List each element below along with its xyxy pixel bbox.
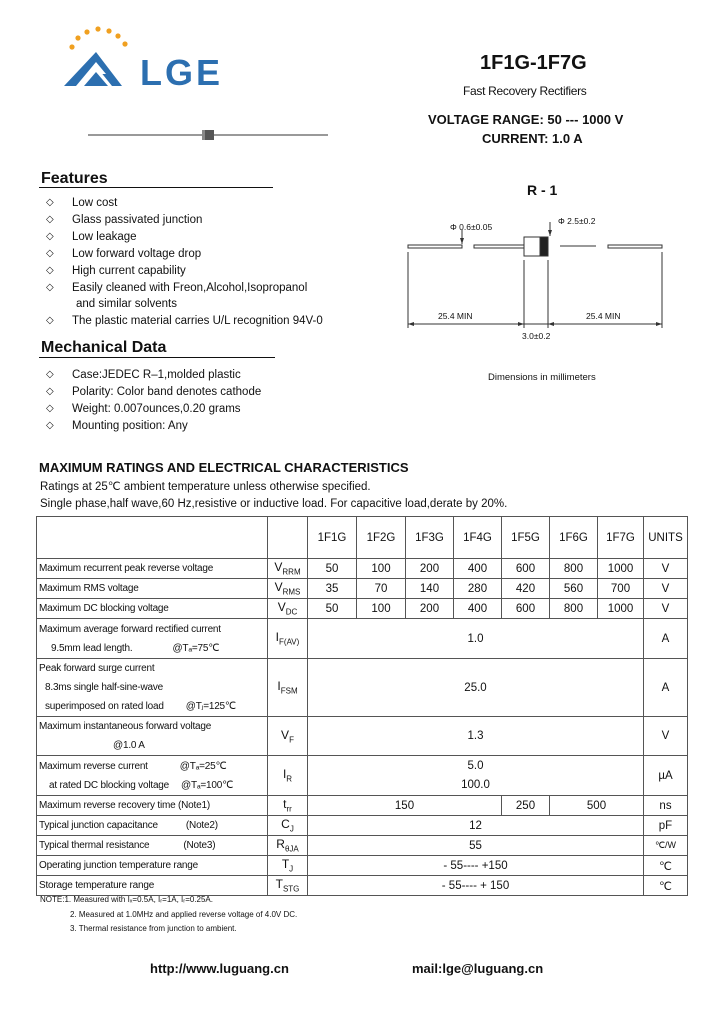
voltage-range: VOLTAGE RANGE: 50 --- 1000 V (428, 112, 624, 127)
table-row: Maximum recurrent peak reverse voltage $V_{RRM}$ 50 100 200 400 600 800 1000 V (37, 559, 688, 579)
list-item: and similar solvents (76, 298, 177, 311)
column-header: 1F2G (357, 517, 406, 559)
table-row: Maximum RMS voltage $V_{RMS}$ 35 70 140 280 420 560 700 V (37, 579, 688, 599)
ratings-title: MAXIMUM RATINGS AND ELECTRICAL CHARACTERISTICS (39, 460, 409, 475)
column-header: 1F7G (598, 517, 644, 559)
table-row: Maximum DC blocking voltage $V_{DC}$ 50 100 200 400 600 800 1000 V (37, 599, 688, 619)
list-item: ◇ Mounting position: Any (38, 418, 358, 435)
body-length-label: 3.0±0.2 (522, 331, 551, 341)
package-outline-icon (400, 210, 670, 345)
diamond-bullet-icon: ◇ (46, 264, 54, 276)
list-item: ◇ Case:JEDEC R–1,molded plastic (38, 367, 358, 384)
body-diameter-label: Φ 2.5±0.2 (558, 216, 596, 226)
list-item: ◇ Low cost (38, 195, 358, 212)
list-item: ◇ Low leakage (38, 229, 358, 246)
mechanical-list (38, 367, 358, 435)
part-number: 1F1G-1F7G (480, 52, 587, 74)
diode-icon (88, 128, 328, 142)
lead-length-left-label: 25.4 MIN (438, 311, 473, 321)
table-row: Operating junction temperature range $T_J$ - 55---- +150 ℃ (37, 856, 688, 876)
package-name: R - 1 (527, 182, 558, 198)
table-row: Maximum average forward rectified current 9.5mm lead length. @Tₐ=75℃ $I_{F(AV)}$ 1.0 A (37, 619, 688, 659)
features-list (38, 195, 358, 330)
table-row: Maximum reverse current @Tₐ=25℃ at rated DC blocking voltage @Tₐ=100℃ $I_R$ 5.0 100.0 µA (37, 756, 688, 796)
column-header: 1F1G (308, 517, 357, 559)
lead-length-right-label: 25.4 MIN (586, 311, 621, 321)
diode-image (88, 128, 328, 142)
current-rating: CURRENT: 1.0 A (482, 131, 583, 146)
logo-mark-icon (58, 26, 140, 92)
list-item: ◇ Polarity: Color band denotes cathode (38, 384, 358, 401)
table-row: Typical junction capacitance (Note2) $C_J$ 12 pF (37, 816, 688, 836)
list-item: ◇ The plastic material carries U/L recognition 94V-0 (38, 313, 358, 330)
diamond-bullet-icon: ◇ (46, 369, 54, 380)
table-notes: NOTE:1. Measured with Iₓ=0.5A, Iᵣ=1A, Iᵣ=0.25A. 2. Measured at 1.0MHz and applied reverse voltage of 4.0V DC. 3. Thermal resistance from junction to ambient. (40, 895, 298, 933)
part-description: Fast Recovery Rectifiers (463, 84, 587, 98)
brand-name: LGE (140, 52, 224, 93)
mechanical-rule (39, 357, 275, 358)
package-drawing (400, 210, 670, 345)
list-item: ◇ Weight: 0.007ounces,0.20 grams (38, 401, 358, 418)
diamond-bullet-icon: ◇ (46, 230, 54, 242)
ratings-condition-2: Single phase,half wave,60 Hz,resistive or inductive load. For capacitive load,derate by 20%. (40, 498, 508, 510)
table-header-row (37, 517, 688, 559)
ratings-table (36, 516, 688, 896)
mechanical-title: Mechanical Data (41, 339, 167, 356)
diamond-bullet-icon: ◇ (46, 247, 54, 259)
lead-diameter-label: Φ 0.6±0.05 (450, 222, 493, 232)
website-link[interactable]: http://www.luguang.cn (150, 961, 289, 976)
ratings-condition-1: Ratings at 25℃ ambient temperature unless otherwise specified. (40, 481, 371, 493)
diamond-bullet-icon: ◇ (46, 385, 54, 397)
diamond-bullet-icon: ◇ (46, 281, 54, 293)
diamond-bullet-icon: ◇ (46, 315, 54, 327)
list-item: ◇ Easily cleaned with Freon,Alcohol,Isopropanol (38, 280, 358, 297)
table-row: Maximum instantaneous forward voltage @1.0 A $V_F$ 1.3 V (37, 717, 688, 756)
list-item: ◇ Low forward voltage drop (38, 246, 358, 263)
column-header: 1F4G (454, 517, 502, 559)
table-row: Storage temperature range $T_{STG}$ - 55---- + 150 ℃ (37, 876, 688, 896)
features-title: Features (41, 170, 108, 187)
column-header: 1F6G (550, 517, 598, 559)
column-header: UNITS (644, 517, 688, 559)
table-row: Maximum reverse recovery time (Note1) $t_{rr}$ 150 250 500 ns (37, 796, 688, 816)
table-row: Typical thermal resistance (Note3) $R_{\theta JA}$ 55 ℃/W (37, 836, 688, 856)
email-link[interactable]: mail:lge@luguang.cn (412, 961, 544, 976)
diamond-bullet-icon: ◇ (46, 213, 54, 225)
column-header: 1F5G (502, 517, 550, 559)
features-rule (39, 187, 273, 188)
list-item: ◇ High current capability (38, 263, 358, 280)
diamond-bullet-icon: ◇ (46, 197, 54, 208)
list-item: ◇ Glass passivated junction (38, 212, 358, 229)
brand-logo (58, 26, 140, 92)
diamond-bullet-icon: ◇ (46, 402, 54, 414)
dimensions-note: Dimensions in millimeters (488, 372, 596, 383)
diamond-bullet-icon: ◇ (46, 419, 54, 431)
table-row: Peak forward surge current 8.3ms single half-sine-wave superimposed on rated load @Tⱼ=125℃ $I_{FSM}$ 25.0 A (37, 659, 688, 717)
column-header: 1F3G (406, 517, 454, 559)
